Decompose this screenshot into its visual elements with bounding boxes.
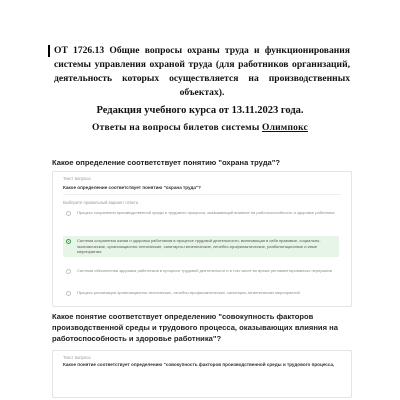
question-text-label: Текст вопроса: [63, 355, 91, 360]
answer-option-text: Процесс реализации организационно-технических, лечебно-профилактических, санитарно-гигиенических мероприятий: [77, 290, 300, 295]
question-text: Какое понятие соответствует определению "совокупность факторов производственной среды и трудового процесса,: [63, 362, 335, 367]
radio-button-icon[interactable]: [66, 211, 71, 216]
radio-button-checked-icon[interactable]: [66, 239, 71, 244]
question-2-card: [52, 350, 352, 398]
answer-option-text: Система сохранения жизни и здоровья работников в процессе трудовой деятельности, включающая в себя правовые, социально-экономические, организационно-технические, санитарно-гигиенические, лечебно-профилактические, реабилитационные и иные мероприятия: [77, 238, 321, 255]
answer-option-2-selected[interactable]: [63, 236, 339, 257]
answer-option-1[interactable]: [63, 208, 339, 218]
answers-prefix: Ответы на вопросы билетов системы: [92, 123, 263, 133]
answers-system-name: Олимпокс: [262, 123, 308, 133]
text-cursor-bar: [48, 45, 50, 57]
document-title: ОТ 1726.13 Общие вопросы охраны труда и функционирования системы управления охраной труда (для работников организаций, деятельность которых осуществляется на производственных объектах).: [54, 45, 350, 98]
answer-option-4[interactable]: [63, 288, 339, 298]
question-1-card: [52, 171, 352, 307]
radio-button-icon[interactable]: [66, 269, 71, 274]
answer-hint: Выберите правильный вариант ответа: [63, 200, 139, 205]
answer-option-text: Система обеспечения здоровья работников в процессе трудовой деятельности и в том числе во время регламентированных перерывов: [77, 268, 332, 273]
answer-option-text: Процесс сохранения производственной среды и трудового процесса, оказывающий влияние на работоспособность и здоровье работника: [77, 210, 335, 215]
document-header: [50, 44, 350, 133]
question-text-label: Текст вопроса: [63, 176, 91, 181]
radio-button-icon[interactable]: [66, 291, 71, 296]
question-1-heading: Какое определение соответствует понятию "охрана труда"?: [52, 158, 280, 167]
question-text: Какое определение соответствует понятию "охрана труда"?: [63, 185, 201, 190]
document-title-block: [50, 44, 350, 100]
document-edition: Редакция учебного курса от 13.11.2023 года.: [96, 105, 304, 116]
question-2-heading: Какое понятие соответствует определению "совокупность факторов производственной среды и трудового процесса, оказывающих влияния на работоспособность и здоровье работника"?: [52, 312, 338, 344]
answer-option-3[interactable]: [63, 266, 339, 276]
card-divider: [63, 194, 341, 195]
document-answers-line: [50, 123, 350, 133]
